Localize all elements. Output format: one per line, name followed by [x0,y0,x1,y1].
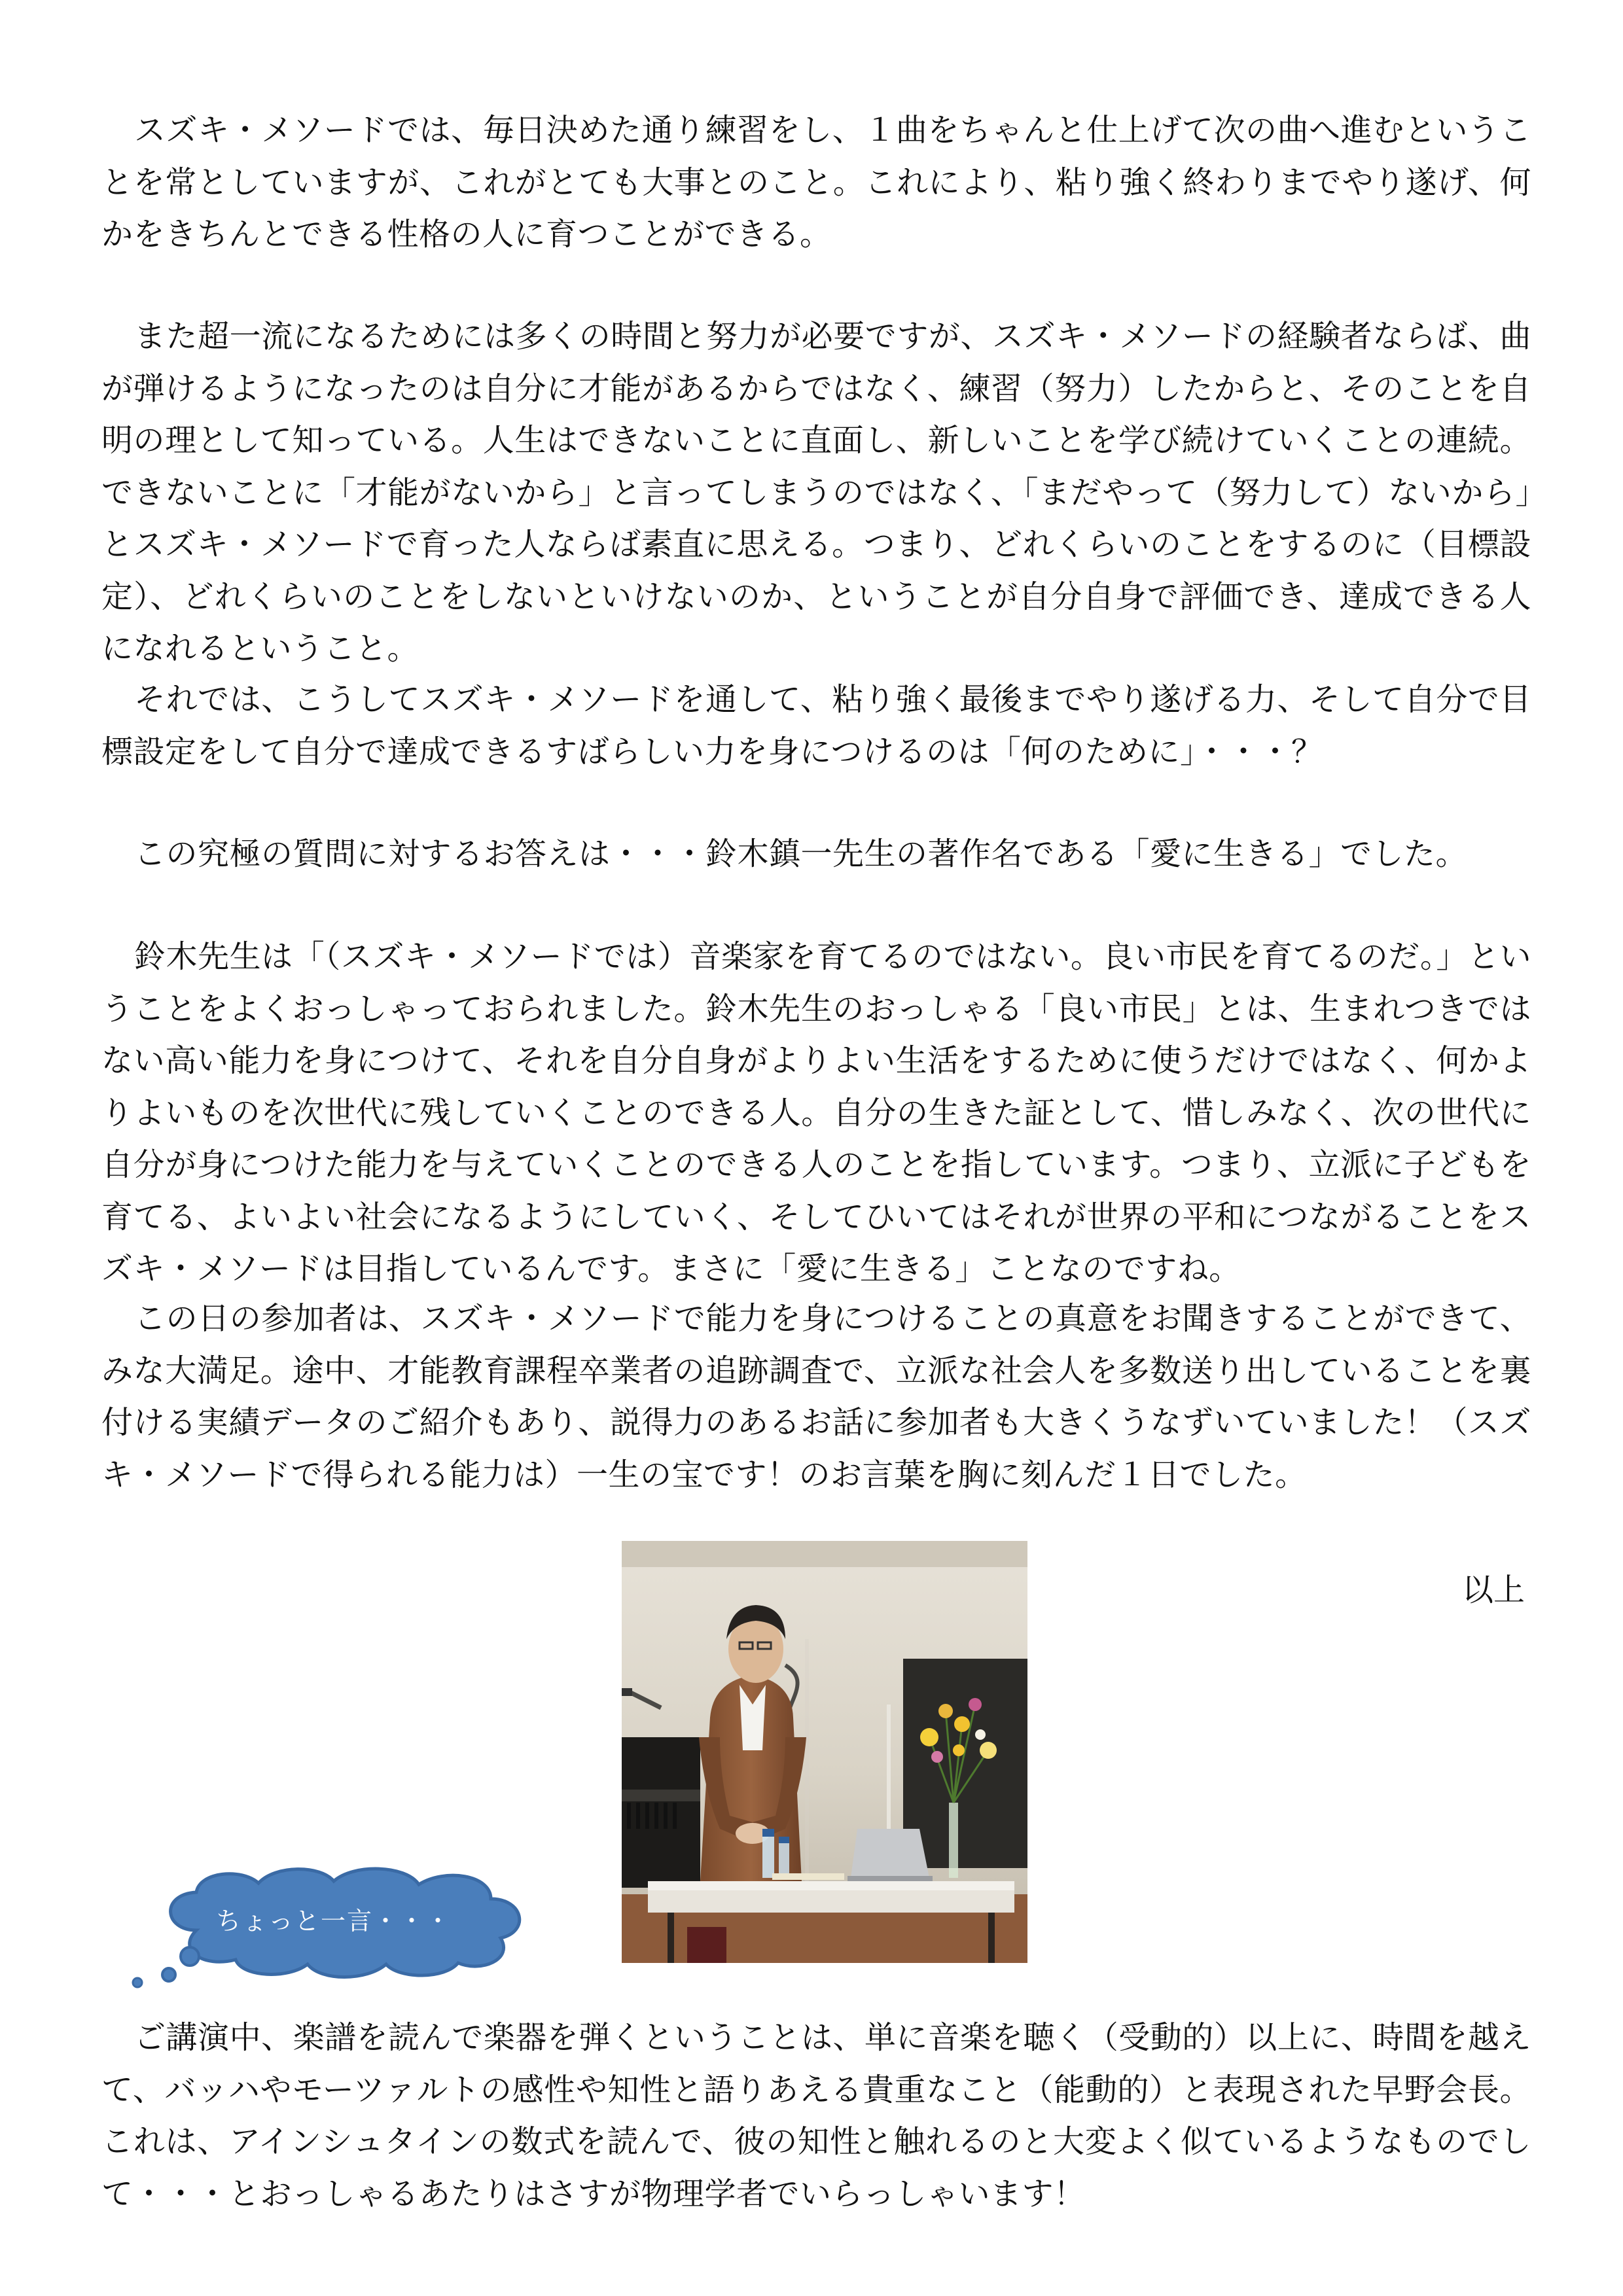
cloud-bubble-large [181,1947,199,1966]
cloud-bubble-medium [162,1968,175,1981]
paragraph-4: この究極の質問に対するお答えは・・・鈴木鎮一先生の著作名である「愛に生きる」でした。 [134,836,1468,872]
signoff: 以上 [1461,1572,1525,1608]
paragraph-3: それでは、こうしてスズキ・メソードを通して、粘り強く最後までやり遂げる力、そして自分で目標設定をして自分で達成できるすばらしい力を身につけるのは「何のために」・・・？ [101,681,1531,770]
paragraph-5: 鈴木先生は「（スズキ・メソードでは）音楽家を育てるのではない。良い市民を育てるのだ。」ということをよくおっしゃっておられました。鈴木先生のおっしゃる「良い市民」とは、生まれつきではない高い能力を身につけて、それを自分自身がよりよい生活をするために使うだけではなく、何かよりよいものを次世代に残していくことのできる人。自分の生きた証として、惜しみなく、次の世代に自分が身につけた能力を与えていくことのできる人のことを指しています。つまり、立派に子どもを育てる、よいよい社会になるようにしていく、そしてひいてはそれが世界の平和につながることをスズキ・メソードは目指しているんです。まさに「愛に生きる」ことなのですね。 [101,938,1531,1287]
cloud-bubble-small [133,1978,142,1987]
paragraph-6: この日の参加者は、スズキ・メソードで能力を身につけることの真意をお聞きすることができて、みな大満足。途中、才能教育課程卒業者の追跡調査で、立派な社会人を多数送り出していることを裏付ける実績データのご紹介もあり、説得力のあるお話に参加者も大きくうなずいていました！（スズキ・メソードで得られる能力は）一生の宝です！のお言葉を胸に刻んだ１日でした。 [101,1300,1531,1493]
paragraph-2: また超一流になるためには多くの時間と努力が必要ですが、スズキ・メソードの経験者ならば、曲が弾けるようになったのは自分に才能があるからではなく、練習（努力）したからと、そのことを自明の理として知っている。人生はできないことに直面し、新しいことを学び続けていくことの連続。できないことに「才能がないから」と言ってしまうのではなく、「まだやって（努力して）ないから」とスズキ・メソードで育った人ならば素直に思える。つまり、どれくらいのことをするのに（目標設定）、どれくらいのことをしないといけないのか、ということが自分自身で評価でき、達成できる人になれるということ。 [101,318,1531,667]
callout-label: ちょっと一言・・・ [216,1907,452,1935]
paragraph-1: スズキ・メソードでは、毎日決めた通り練習をし、１曲をちゃんと仕上げて次の曲へ進むということを常としていますが、これがとても大事とのこと。これにより、粘り強く終わりまでやり遂げ、何かをきちんとできる性格の人に育つことができる。 [101,112,1531,253]
lecture-photo [622,1541,1027,1963]
paragraph-7: ご講演中、楽譜を読んで楽器を弾くということは、単に音楽を聴く（受動的）以上に、時間を越えて、バッハやモーツァルトの感性や知性と語りあえる貴重なこと（能動的）と表現された早野会長。これは、アインシュタインの数式を読んで、彼の知性と触れるのと大変よく似ているようなものでして・・・とおっしゃるあたりはさすが物理学者でいらっしゃいます！ [101,2019,1531,2212]
